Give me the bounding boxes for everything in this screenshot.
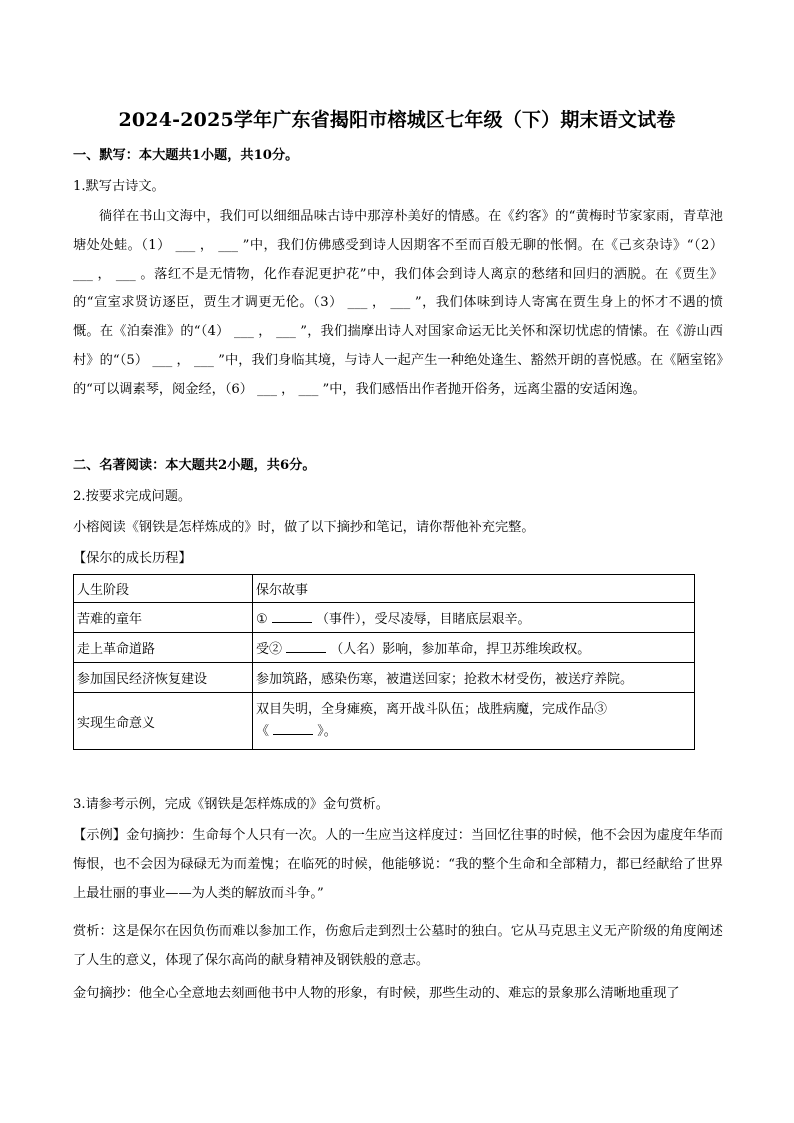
story-suffix: （人名）影响，参加革命，捍卫苏维埃政权。 bbox=[330, 642, 591, 657]
question-3-example-block bbox=[73, 822, 723, 908]
question-1-passage-block bbox=[73, 203, 723, 405]
question-3-analysis: 赏析：这是保尔在因负伤而难以参加工作，伤愈后走到烈士公墓时的独白。它从马克思主义无产阶级的角度阐述了人生的意义，体现了保尔高尚的献身精神及钢铁般的意志。 bbox=[73, 924, 723, 968]
table-header-story: 保尔故事 bbox=[253, 575, 695, 603]
answer-blank-2[interactable] bbox=[286, 641, 326, 653]
table-row bbox=[74, 603, 695, 633]
table-caption: 【保尔的成长历程】 bbox=[73, 551, 192, 566]
table-header-stage: 人生阶段 bbox=[74, 575, 253, 603]
question-1-passage: 徜徉在书山文海中，我们可以细细品味古诗中那淳朴美好的情感。在《约客》的“黄梅时节家家雨，青草池塘处处蛙。（1） ___ ， ___ ”中，我们仿佛感受到诗人因期客不至而百般无聊的怅惘。在《己亥杂诗》“（2） ___ ， ___ 。落红不是无情物，化作春泥更护花”中，我们体会到诗人离京的愁绪和回归的洒脱。在《贾生》的“宣室求贤访逐臣，贾生才调更无伦。（3） ___ ， ___ ”，我们体味到诗人寄寓在贾生身上的怀才不遇的愤慨。在《泊秦淮》的“（4） ___ ， ___ ”，我们揣摩出诗人对国家命运无比关怀和深切忧虑的情愫。在《游山西村》的“（5） ___ ， ___ ”中，我们身临其境，与诗人一起产生一种绝处逢生、豁然开朗的喜悦感。在《陋室铭》的“可以调素琴，阅金经，（6） ___ ， ___ ”中，我们感悟出作者抛开俗务，远离尘嚣的安适闲逸。 bbox=[73, 209, 723, 397]
question-3-analysis-block bbox=[73, 918, 723, 976]
story-suffix: （事件），受尽凌辱，目睹底层艰辛。 bbox=[315, 612, 531, 627]
table-row bbox=[74, 633, 695, 663]
story-cell bbox=[253, 603, 695, 633]
section-1-heading: 一、默写：本大题共1小题，共10分。 bbox=[73, 148, 299, 163]
question-2-label: 2.按要求完成问题。 bbox=[73, 489, 192, 504]
exam-title: 2024-2025学年广东省揭阳市榕城区七年级（下）期末语文试卷 bbox=[118, 109, 676, 131]
story-cell: 参加筑路，感染伤寒，被遣送回家；抢救木材受伤，被送疗养院。 bbox=[253, 663, 695, 693]
section-2-heading: 二、名著阅读：本大题共2小题，共6分。 bbox=[73, 458, 316, 473]
growth-table bbox=[73, 574, 695, 750]
book-open-mark: 《 bbox=[256, 724, 270, 739]
table-header-row bbox=[74, 575, 695, 603]
stage-cell: 参加国民经济恢复建设 bbox=[74, 663, 253, 693]
story-prefix: 受② bbox=[256, 642, 283, 657]
answer-blank-3[interactable] bbox=[273, 723, 313, 735]
story-prefix: ① bbox=[256, 612, 268, 627]
book-close-mark: 》。 bbox=[317, 724, 337, 739]
question-1-label: 1.默写古诗文。 bbox=[73, 179, 165, 194]
table-row bbox=[74, 693, 695, 750]
question-2-intro: 小榕阅读《钢铁是怎样炼成的》时，做了以下摘抄和笔记，请你帮他补充完整。 bbox=[73, 520, 535, 535]
question-3-quote: 金句摘抄：他全心全意地去刻画他书中人物的形象，有时候，那些生动的、难忘的景象那么清晰地重现了 bbox=[73, 986, 680, 1001]
table-row bbox=[74, 663, 695, 693]
story-cell bbox=[253, 693, 695, 750]
answer-blank-1[interactable] bbox=[272, 611, 312, 623]
stage-cell: 走上革命道路 bbox=[74, 633, 253, 663]
stage-cell: 实现生命意义 bbox=[74, 693, 253, 750]
story-line-1: 双目失明，全身瘫痪，离开战斗队伍；战胜病魔，完成作品③ bbox=[256, 702, 608, 717]
story-line-2 bbox=[256, 721, 691, 743]
question-3-example: 【示例】金句摘抄：生命每个人只有一次。人的一生应当这样度过：当回忆往事的时候，他不会因为虚度年华而悔恨，也不会因为碌碌无为而羞愧；在临死的时候，他能够说：“我的整个生命和全部精力，都已经献给了世界上最壮丽的事业——为人类的解放而斗争。” bbox=[73, 828, 723, 901]
stage-cell: 苦难的童年 bbox=[74, 603, 253, 633]
question-3-label: 3.请参考示例，完成《钢铁是怎样炼成的》金句赏析。 bbox=[73, 797, 389, 812]
story-cell bbox=[253, 633, 695, 663]
question-3-quote-block bbox=[73, 980, 723, 1009]
